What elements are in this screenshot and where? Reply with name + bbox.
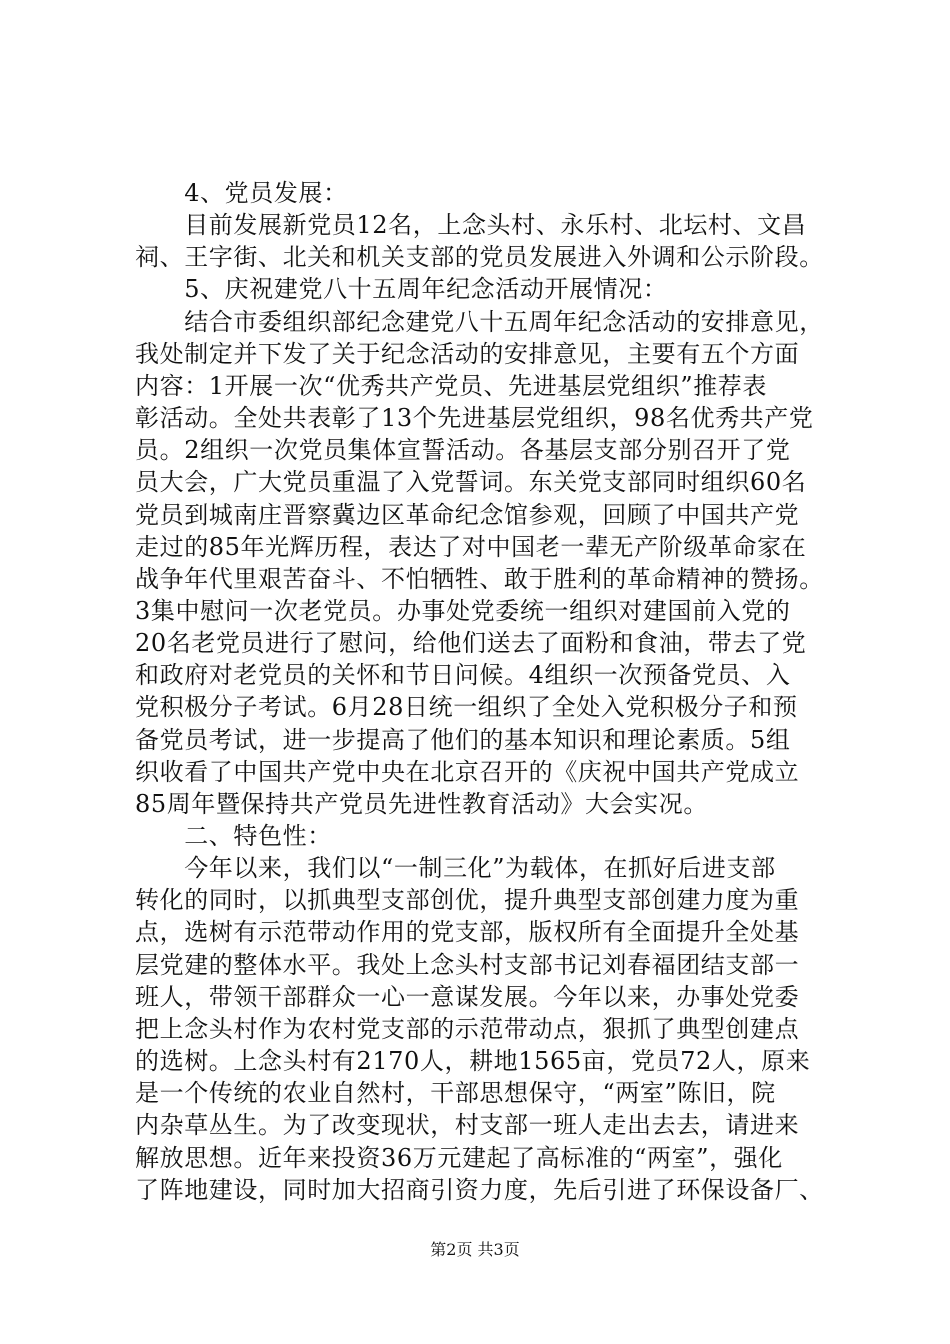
text-line: 备党员考试，进一步提高了他们的基本知识和理论素质。5组 — [135, 725, 791, 754]
text-line: 祠、王字街、北关和机关支部的党员发展进入外调和公示阶段。 — [135, 243, 824, 272]
text-line: 结合市委组织部纪念建党八十五周年纪念活动的安排意见， — [135, 307, 824, 336]
text-line: 战争年代里艰苦奋斗、不怕牺牲、敢于胜利的革命精神的赞扬。 — [135, 564, 824, 593]
text-line: 4、党员发展： — [135, 179, 348, 207]
text-line: 我处制定并下发了关于纪念活动的安排意见，主要有五个方面 — [135, 339, 800, 368]
text-line: 走过的85年光辉历程，表达了对中国老一辈无产阶级革命家在 — [135, 532, 807, 561]
text-line: 是一个传统的农业自然村，干部思想保守，“两室”陈旧，院 — [135, 1079, 776, 1108]
text-line: 层党建的整体水平。我处上念头村支部书记刘春福团结支部一 — [135, 950, 800, 979]
text-line: 班人，带领干部群众一心一意谋发展。今年以来，办事处党委 — [135, 982, 800, 1011]
text-line: 和政府对老党员的关怀和节日问候。4组织一次预备党员、入 — [135, 661, 791, 690]
text-line: 今年以来，我们以“一制三化”为载体，在抓好后进支部 — [135, 854, 776, 883]
text-line: 转化的同时，以抓典型支部创优，提升典型支部创建力度为重 — [135, 886, 800, 915]
text-line: 了阵地建设，同时加大招商引资力度，先后引进了环保设备厂、 — [135, 1175, 824, 1204]
text-line: 内杂草丛生。为了改变现状，村支部一班人走出去去，请进来 — [135, 1111, 800, 1140]
text-line: 二、特色性： — [135, 822, 332, 850]
page-footer: 第2页 共3页 — [430, 1240, 520, 1259]
text-line: 20名老党员进行了慰问，给他们送去了面粉和食油，带去了党 — [135, 629, 807, 658]
text-line: 彰活动。全处共表彰了13个先进基层党组织，98名优秀共产党 — [135, 404, 814, 433]
text-line: 把上念头村作为农村党支部的示范带动点，狠抓了典型创建点 — [135, 1014, 800, 1043]
text-line: 党积极分子考试。6月28日统一组织了全处入党积极分子和预 — [135, 693, 798, 722]
text-line: 解放思想。近年来投资36万元建起了高标准的“两室”，强化 — [135, 1143, 783, 1172]
text-line: 党员到城南庄晋察冀边区革命纪念馆参观，回顾了中国共产党 — [135, 500, 800, 529]
text-line: 织收看了中国共产党中央在北京召开的《庆祝中国共产党成立 — [135, 757, 800, 786]
text-line: 内容：1开展一次“优秀共产党员、先进基层党组织”推荐表 — [135, 371, 768, 400]
text-line: 3集中慰问一次老党员。办事处党委统一组织对建国前入党的 — [135, 596, 791, 625]
text-line: 员大会，广大党员重温了入党誓词。东关党支部同时组织60名 — [135, 468, 807, 497]
text-line: 5、庆祝建党八十五周年纪念活动开展情况： — [135, 275, 668, 304]
text-line: 员。2组织一次党员集体宣誓活动。各基层支部分别召开了党 — [135, 436, 791, 465]
text-line: 点，选树有示范带动作用的党支部，版权所有全面提升全处基 — [135, 918, 800, 947]
text-line: 的选树。上念头村有2170人，耕地1565亩，党员72人，原来 — [135, 1047, 811, 1076]
text-line: 目前发展新党员12名，上念头村、永乐村、北坛村、文昌 — [135, 211, 807, 240]
text-line: 85周年暨保持共产党员先进性教育活动》大会实况。 — [135, 789, 708, 818]
